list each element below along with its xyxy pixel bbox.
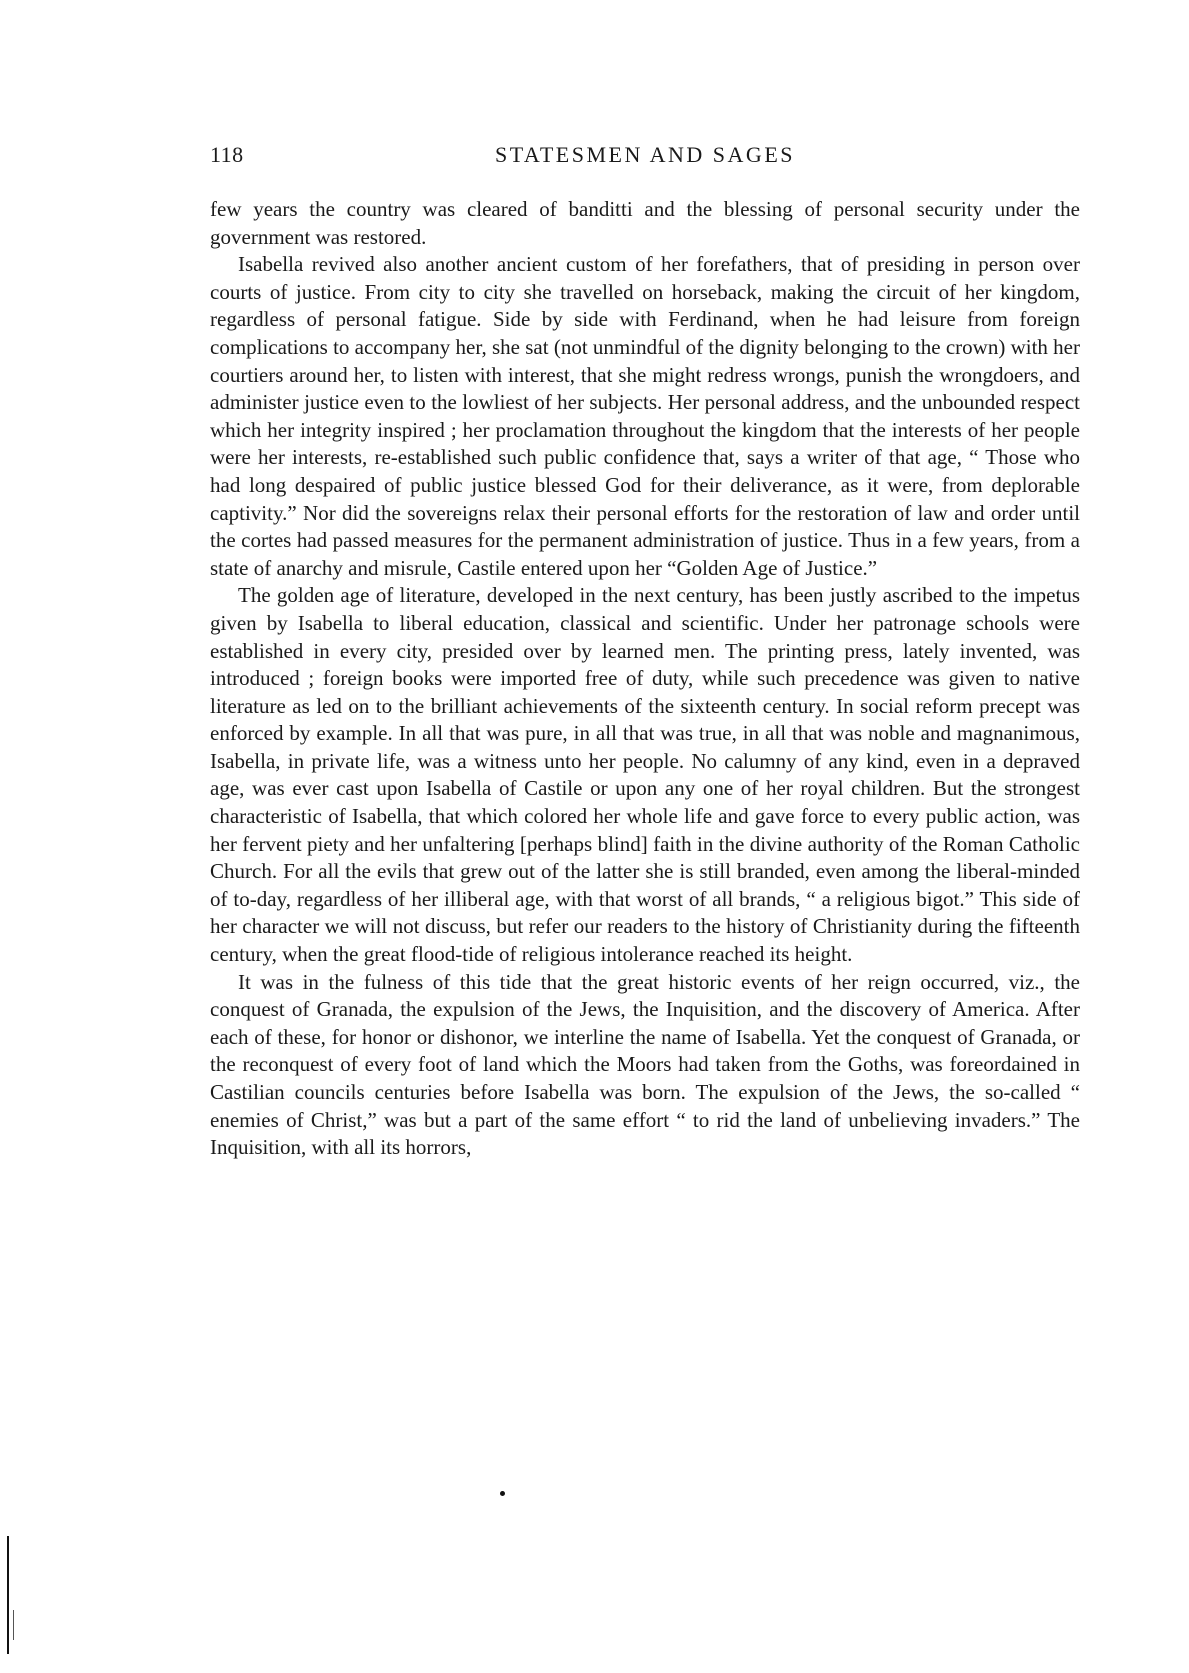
body-text — [210, 196, 1080, 1162]
paragraph-continued: few years the country was cleared of banditti and the blessing of personal security under the government was restored. — [210, 197, 1080, 249]
page-header — [210, 142, 1080, 176]
paragraph-golden-age-literature: The golden age of literature, developed in the next century, has been justly ascribed to the impetus given by Isabella to liberal education, classical and scientific. Under her patronage schools were established in every city, presided over by learned men. The printing press, lately invented, was introduced ; foreign books were imported free of duty, while such precedence was given to native literature as led on to the brilliant achievements of the sixteenth century. In social reform precept was enforced by example. In all that was pure, in all that was true, in all that was noble and magnanimous, Isabella, in private life, was a witness unto her people. No calumny of any kind, even in a depraved age, was ever cast upon Isabella of Castile or upon any one of her royal children. But the strongest characteristic of Isabella, that which colored her whole life and gave force to every public action, was her fervent piety and her unfaltering [perhaps blind] faith in the divine authority of the Roman Catholic Church. For all the evils that grew out of the latter she is still branded, even among the liberal-minded of to-day, regardless of her illiberal age, with that worst of all brands, “ a religious bigot.” This side of her character we will not discuss, but refer our readers to the history of Christianity during the fifteenth century, when the great flood-tide of religious intolerance reached its height. — [210, 583, 1080, 967]
scan-edge-line — [7, 1536, 9, 1654]
page-number: 118 — [210, 142, 244, 167]
running-title: STATESMEN AND SAGES — [495, 142, 795, 167]
scan-edge-line-secondary — [13, 1610, 14, 1640]
paragraph-historic-events: It was in the fulness of this tide that the great historic events of her reign occurred, viz., the conquest of Granada, the expulsion of the Jews, the Inquisition, and the discovery of America. After each of these, for honor or dishonor, we interline the name of Isabella. Yet the conquest of Granada, or the reconquest of every foot of land which the Moors had taken from the Goths, was foreordained in Castilian councils centuries before Isabella was born. The expulsion of the Jews, the so-called “ enemies of Christ,” was but a part of the same effort “ to rid the land of unbelieving invaders.” The Inquisition, with all its horrors, — [210, 969, 1080, 1160]
paragraph-courts-of-justice: Isabella revived also another ancient custom of her forefathers, that of presiding in person over courts of justice. From city to city she travelled on horseback, making the circuit of her kingdom, regardless of personal fatigue. Side by side with Ferdinand, when he had leisure from foreign complications to accompany her, she sat (not unmindful of the dignity belonging to the crown) with her courtiers around her, to listen with interest, that she might redress wrongs, punish the wrongdoers, and administer justice even to the lowliest of her subjects. Her personal address, and the unbounded respect which her integrity inspired ; her proclamation throughout the kingdom that the interests of her people were her interests, re-established such public confidence that, says a writer of that age, “ Those who had long despaired of public justice blessed God for their deliverance, as it were, from deplorable captivity.” Nor did the sovereigns relax their personal efforts for the restoration of law and order until the cortes had passed measures for the permanent administration of justice. Thus in a few years, from a state of anarchy and misrule, Castile entered upon her “Golden Age of Justice.” — [210, 252, 1080, 580]
page-mark-dot — [500, 1491, 505, 1496]
